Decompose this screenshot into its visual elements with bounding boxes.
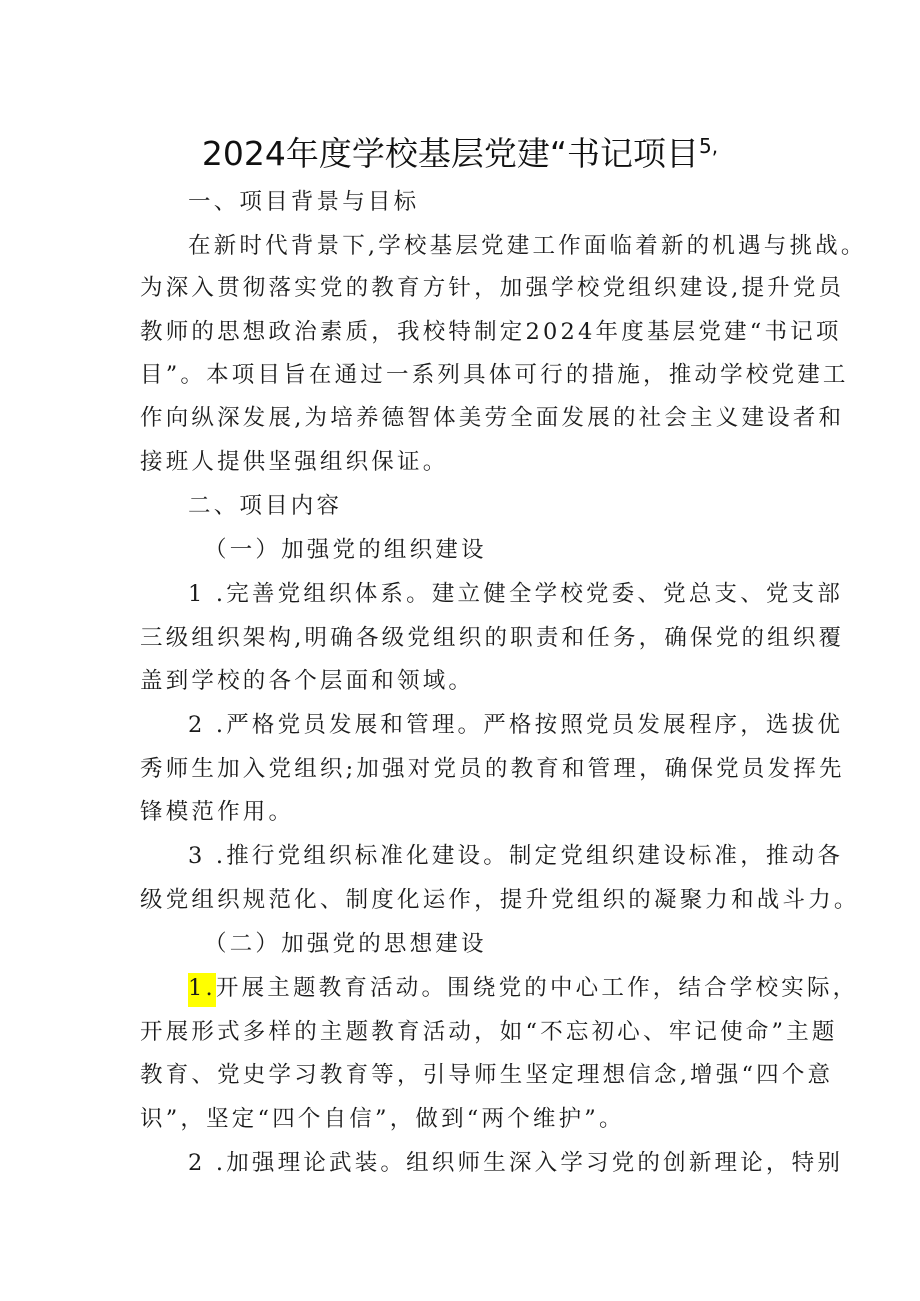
list-item-line-highlighted: [188, 972, 859, 1004]
title-superscript-mark: 5,: [699, 134, 719, 158]
paragraph-line: 目”。本项目旨在通过一系列具体可行的措施，推动学校党建工: [140, 362, 849, 388]
list-item-line: 1 .完善党组织体系。建立健全学校党委、党总支、党支部: [188, 581, 844, 607]
paragraph-line: 为深入贯彻落实党的教育方针，加强学校党组织建设,提升党员: [140, 275, 845, 301]
list-item-line: 2 .严格党员发展和管理。严格按照党员发展程序，选拔优: [188, 712, 844, 738]
subsection-heading-ideology: （二）加强党的思想建设: [204, 931, 487, 957]
paragraph-line: 三级组织架构,明确各级党组织的职责和任务，确保党的组织覆: [140, 625, 845, 651]
paragraph-line: 作向纵深发展,为培养德智体美劳全面发展的社会主义建设者和: [140, 405, 845, 431]
list-item-line: 2 .加强理论武装。组织师生深入学习党的创新理论，特别: [188, 1150, 844, 1176]
title-text: 2024年度学校基层党建“书记项目: [201, 134, 699, 173]
paragraph-line: 在新时代背景下,学校基层党建工作面临着新的机遇与挑战。: [188, 233, 867, 259]
paragraph-line: 接班人提供坚强组织保证。: [140, 449, 449, 475]
highlighted-list-marker: 1.: [188, 973, 216, 1007]
paragraph-line: 教育、党史学习教育等，引导师生坚定理想信念,增强“四个意: [140, 1062, 834, 1088]
section-heading-background: 一、项目背景与目标: [188, 189, 420, 215]
list-item-line: 3 .推行党组织标准化建设。制定党组织建设标准，推动各: [188, 843, 844, 869]
section-heading-content: 二、项目内容: [188, 493, 343, 519]
paragraph-line: 秀师生加入党组织;加强对党员的教育和管理，确保党员发挥先: [140, 756, 845, 782]
paragraph-line: 开展形式多样的主题教育活动，如“不忘初心、牢记使命”主题: [140, 1019, 838, 1045]
paragraph-line: 教师的思想政治素质，我校特制定2024年度基层党建“书记项: [140, 319, 842, 345]
document-title: [0, 128, 920, 175]
paragraph-line: 盖到学校的各个层面和领域。: [140, 668, 475, 694]
paragraph-line: 级党组织规范化、制度化运作，提升党组织的凝聚力和战斗力。: [140, 887, 860, 913]
subsection-heading-organization: （一）加强党的组织建设: [204, 537, 487, 563]
paragraph-line: 识”，坚定“四个自信”，做到“两个维护”。: [140, 1106, 625, 1132]
paragraph-line: 锋模范作用。: [140, 799, 295, 825]
list-item-text: 开展主题教育活动。围绕党的中心工作，结合学校实际，: [215, 975, 859, 1001]
